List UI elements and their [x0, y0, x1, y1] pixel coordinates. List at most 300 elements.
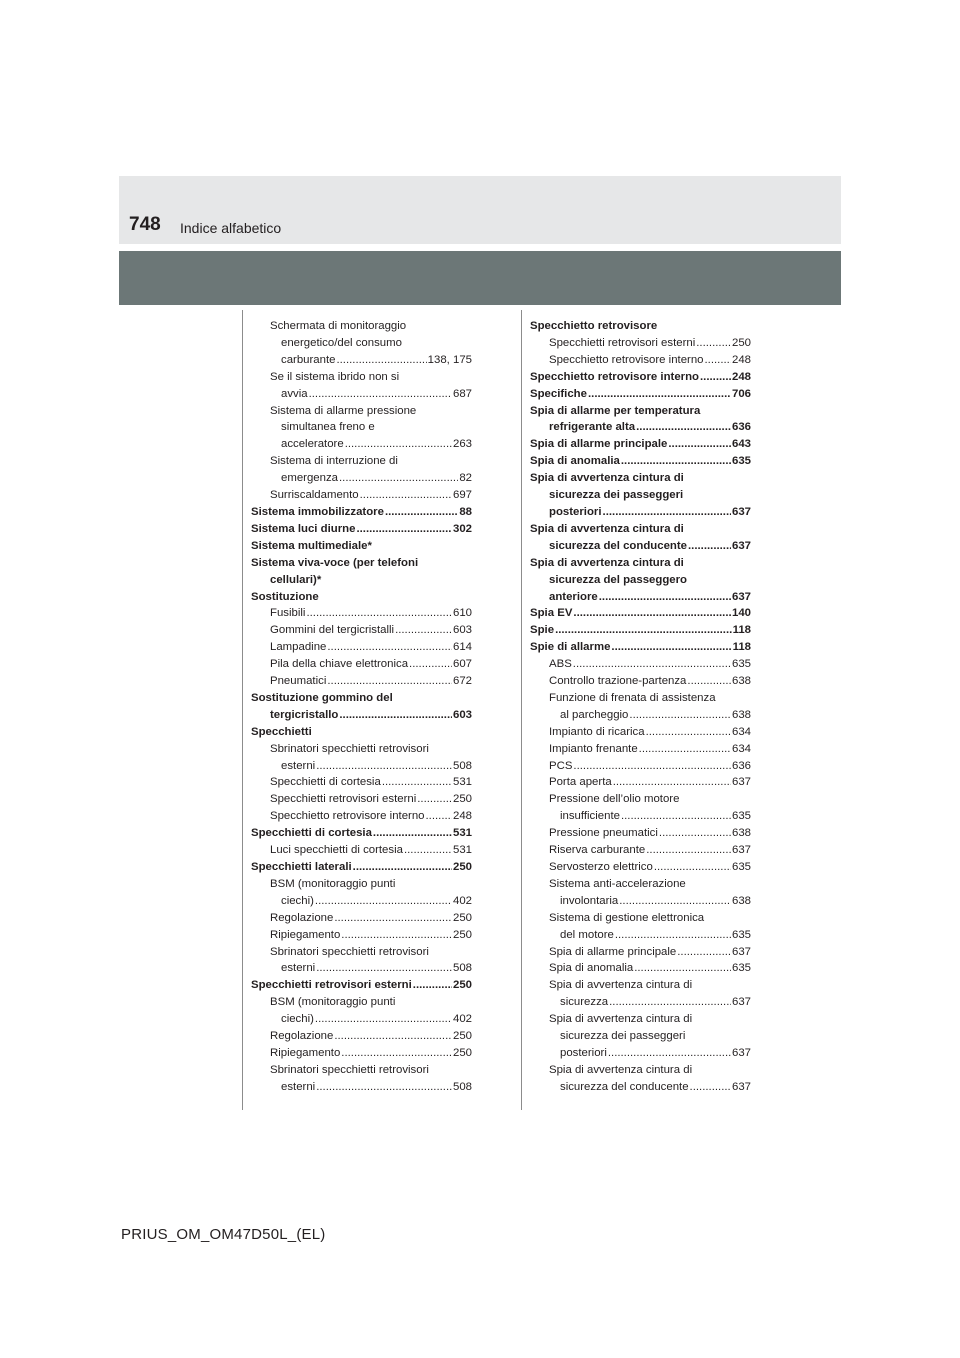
dot-leader: [345, 436, 452, 453]
index-heading: [530, 538, 751, 555]
index-heading: [530, 487, 751, 504]
dot-leader: [603, 504, 731, 521]
index-heading: [530, 453, 751, 470]
index-entry: [530, 1011, 751, 1028]
index-term: sicurezza del passeggero: [549, 573, 688, 586]
index-term: Impianto frenante: [549, 742, 638, 755]
index-term: Sostituzione gommino del: [251, 691, 393, 704]
dot-leader: [316, 758, 452, 775]
page-reference[interactable]: 88: [459, 505, 472, 518]
dot-leader: [621, 808, 731, 825]
index-entry: [530, 724, 751, 741]
index-heading: [530, 605, 751, 622]
index-term: avvia: [281, 387, 308, 400]
index-term: Specchietto retrovisore interno: [530, 370, 700, 383]
index-term: Ripiegamento: [270, 928, 341, 941]
index-heading: [251, 538, 472, 555]
dot-leader: [588, 386, 731, 403]
index-entry: [251, 1079, 472, 1096]
index-entry: [251, 1045, 472, 1062]
index-term: Sbrinatori specchietti retrovisori: [270, 742, 429, 755]
index-term: Impianto di ricarica: [549, 725, 645, 738]
index-term: Specchietti: [251, 725, 312, 738]
index-heading: [530, 521, 751, 538]
index-term: Specchietto retrovisore interno: [549, 353, 704, 366]
index-heading: [530, 504, 751, 521]
page-reference[interactable]: 637: [731, 844, 751, 857]
page-reference[interactable]: 531: [452, 776, 472, 789]
index-term: al parcheggio: [560, 708, 629, 721]
index-term: del motore: [560, 928, 614, 941]
index-term: Specifiche: [530, 387, 587, 400]
page-reference[interactable]: 638: [731, 894, 751, 907]
index-term: Spia di avvertenza cintura di: [549, 979, 693, 992]
index-entry: [530, 1079, 751, 1096]
page-reference[interactable]: 138, 175: [427, 353, 472, 366]
index-entry: [251, 893, 472, 910]
dot-leader: [705, 352, 731, 369]
index-term: Spia di allarme principale: [530, 438, 668, 451]
dot-leader: [316, 1079, 452, 1096]
page-reference[interactable]: 672: [452, 675, 472, 688]
index-heading: [530, 470, 751, 487]
index-heading: [530, 436, 751, 453]
page-reference[interactable]: 697: [452, 489, 472, 502]
index-term: Pila della chiave elettronica: [270, 658, 409, 671]
index-entry: [530, 335, 751, 352]
index-entry: [251, 1062, 472, 1079]
index-entry: [251, 758, 472, 775]
index-column-right: [530, 318, 751, 1096]
dot-leader: [339, 470, 458, 487]
page-reference[interactable]: 248: [731, 370, 751, 383]
footer-code: PRIUS_OM_OM47D50L_(EL): [121, 1226, 326, 1243]
page-reference[interactable]: 637: [731, 1046, 751, 1059]
page-reference[interactable]: 635: [731, 810, 751, 823]
index-term: sicurezza dei passeggeri: [560, 1030, 686, 1043]
index-heading: [251, 859, 472, 876]
dot-leader: [334, 1028, 452, 1045]
index-entry: [530, 842, 751, 859]
dot-leader: [690, 1079, 731, 1096]
page-reference[interactable]: 248: [731, 353, 751, 366]
index-entry: [251, 453, 472, 470]
index-term: Specchietti retrovisori esterni: [270, 793, 417, 806]
index-term: Spie di allarme: [530, 641, 611, 654]
index-term: cellulari)*: [270, 573, 322, 586]
index-entry: [251, 876, 472, 893]
page-reference[interactable]: 402: [452, 894, 472, 907]
dot-leader: [634, 960, 731, 977]
index-entry: [251, 791, 472, 808]
dot-leader: [316, 960, 452, 977]
page-reference[interactable]: 603: [452, 708, 472, 721]
index-heading: [530, 403, 751, 420]
index-term: anteriore: [549, 590, 598, 603]
page-reference[interactable]: 706: [731, 387, 751, 400]
dot-leader: [573, 758, 731, 775]
index-term: Spia di avvertenza cintura di: [530, 472, 684, 485]
index-entry: [530, 352, 751, 369]
page-reference[interactable]: 643: [731, 438, 751, 451]
index-term: ABS: [549, 658, 572, 671]
dot-leader: [573, 656, 731, 673]
index-term: Sistema multimediale*: [251, 539, 372, 552]
dot-leader: [668, 436, 731, 453]
index-entry: [530, 977, 751, 994]
dot-leader: [417, 791, 452, 808]
dot-leader: [315, 1011, 452, 1028]
index-entry: [530, 774, 751, 791]
index-entry: [251, 1011, 472, 1028]
index-heading: [251, 504, 472, 521]
index-term: carburante: [281, 353, 336, 366]
index-entry: [530, 808, 751, 825]
index-term: Spia di avvertenza cintura di: [549, 1013, 693, 1026]
index-entry: [251, 960, 472, 977]
index-entry: [251, 436, 472, 453]
index-term: Luci specchietti di cortesia: [270, 844, 403, 857]
index-term: ciechi): [281, 894, 314, 907]
index-term: Spia di avvertenza cintura di: [549, 1063, 693, 1076]
dot-leader: [639, 741, 731, 758]
index-term: posteriori: [560, 1046, 607, 1059]
index-entry: [251, 656, 472, 673]
index-heading: [251, 825, 472, 842]
page-reference[interactable]: 140: [731, 607, 751, 620]
index-term: Spia di allarme per temperatura: [530, 404, 701, 417]
dot-leader: [677, 944, 731, 961]
index-entry: [530, 927, 751, 944]
index-entry: [251, 487, 472, 504]
index-entry: [251, 741, 472, 758]
index-term: Sistema di gestione elettronica: [549, 911, 705, 924]
index-heading: [251, 521, 472, 538]
page-reference[interactable]: 531: [452, 844, 472, 857]
page-reference[interactable]: 263: [452, 438, 472, 451]
dot-leader: [327, 673, 452, 690]
index-term: Specchietto retrovisore interno: [270, 810, 425, 823]
page-reference[interactable]: 250: [452, 793, 472, 806]
index-term: Spie: [530, 624, 555, 637]
page-reference[interactable]: 638: [731, 708, 751, 721]
dot-leader: [315, 893, 452, 910]
page-reference[interactable]: 637: [731, 776, 751, 789]
index-entry: [251, 335, 472, 352]
index-entry: [251, 622, 472, 639]
dot-leader: [555, 622, 732, 639]
index-term: BSM (monitoraggio punti: [270, 996, 396, 1009]
page-reference[interactable]: 248: [452, 810, 472, 823]
index-heading: [530, 639, 751, 656]
dot-leader: [306, 605, 452, 622]
index-entry: [251, 639, 472, 656]
dot-leader: [309, 386, 452, 403]
index-entry: [251, 369, 472, 386]
index-term: BSM (monitoraggio punti: [270, 877, 396, 890]
dot-leader: [360, 487, 452, 504]
page-reference[interactable]: 118: [732, 641, 751, 654]
index-term: Specchietti laterali: [251, 861, 352, 873]
index-term: Specchietti retrovisori esterni: [251, 979, 412, 992]
page-reference[interactable]: 637: [731, 996, 751, 1009]
dot-leader: [334, 910, 452, 927]
dot-leader: [404, 842, 452, 859]
index-term: Specchietti di cortesia: [270, 776, 381, 789]
index-column-left: [251, 318, 472, 1096]
page-reference[interactable]: 635: [731, 928, 751, 941]
dot-leader: [613, 774, 731, 791]
index-term: Spia di avvertenza cintura di: [530, 522, 684, 535]
index-term: Spia di allarme principale: [549, 945, 677, 958]
index-entry: [530, 1045, 751, 1062]
index-heading: [251, 690, 472, 707]
index-term: sicurezza del conducente: [560, 1080, 689, 1093]
page-reference[interactable]: 302: [452, 522, 472, 535]
index-term: Servosterzo elettrico: [549, 861, 653, 873]
dot-leader: [413, 977, 452, 994]
index-term: Sistema viva-voce (per telefoni: [251, 556, 419, 569]
index-term: Specchietti retrovisori esterni: [549, 336, 696, 349]
dot-leader: [646, 842, 731, 859]
index-entry: [251, 318, 472, 335]
page-reference[interactable]: 250: [452, 928, 472, 941]
index-entry: [530, 876, 751, 893]
page-reference[interactable]: 250: [731, 336, 751, 349]
index-term: Sbrinatori specchietti retrovisori: [270, 1063, 429, 1076]
dot-leader: [426, 808, 452, 825]
index-term: Sistema di allarme pressione: [270, 404, 417, 417]
page-reference[interactable]: 634: [731, 742, 751, 755]
dot-leader: [341, 1045, 452, 1062]
dot-leader: [687, 673, 731, 690]
index-entry: [530, 741, 751, 758]
index-entry: [251, 419, 472, 436]
page-reference[interactable]: 250: [452, 1046, 472, 1059]
index-term: Sistema anti-accelerazione: [549, 877, 686, 890]
dot-leader: [688, 538, 731, 555]
index-term: Spia di anomalia: [530, 455, 620, 468]
index-entry: [251, 1028, 472, 1045]
index-entry: [251, 774, 472, 791]
index-entry: [251, 470, 472, 487]
dot-leader: [629, 707, 731, 724]
page-reference[interactable]: 603: [452, 624, 472, 637]
index-term: Riserva carburante: [549, 844, 646, 857]
dot-leader: [373, 825, 452, 842]
page-reference[interactable]: 637: [731, 539, 751, 552]
index-entry: [530, 1062, 751, 1079]
dot-leader: [382, 774, 452, 791]
index-term: Sbrinatori specchietti retrovisori: [270, 945, 429, 958]
page-reference[interactable]: 635: [731, 962, 751, 975]
index-term: esterni: [281, 1080, 316, 1093]
index-entry: [530, 825, 751, 842]
index-term: Sistema immobilizzatore: [251, 505, 384, 518]
dot-leader: [341, 927, 452, 944]
index-term: simultanea freno e: [281, 421, 375, 434]
index-term: tergicristallo: [270, 708, 339, 721]
index-term: Surriscaldamento: [270, 489, 359, 502]
dot-leader: [409, 656, 452, 673]
page-reference[interactable]: 508: [452, 1080, 472, 1093]
index-term: sicurezza: [560, 996, 609, 1009]
index-entry: [530, 859, 751, 876]
index-term: Spia di anomalia: [549, 962, 634, 975]
index-term: Gommini del tergicristalli: [270, 624, 395, 637]
index-term: Controllo trazione-partenza: [549, 675, 687, 688]
index-entry: [530, 690, 751, 707]
page-reference[interactable]: 635: [731, 861, 751, 873]
dot-leader: [654, 859, 731, 876]
index-heading: [530, 555, 751, 572]
index-entry: [251, 910, 472, 927]
dot-leader: [336, 352, 426, 369]
index-entry: [530, 758, 751, 775]
index-heading: [251, 707, 472, 724]
index-entry: [530, 893, 751, 910]
index-entry: [530, 910, 751, 927]
index-entry: [251, 403, 472, 420]
index-term: posteriori: [549, 505, 602, 518]
index-term: Ripiegamento: [270, 1046, 341, 1059]
dot-leader: [619, 893, 731, 910]
index-entry: [251, 944, 472, 961]
page-reference[interactable]: 634: [731, 725, 751, 738]
index-entry: [251, 927, 472, 944]
index-heading: [251, 555, 472, 572]
page-number: 748: [129, 214, 161, 235]
dot-leader: [327, 639, 452, 656]
page-reference[interactable]: 250: [452, 1030, 472, 1043]
index-term: Spia di avvertenza cintura di: [530, 556, 684, 569]
index-entry: [251, 808, 472, 825]
index-term: involontaria: [560, 894, 619, 907]
index-entry: [251, 386, 472, 403]
index-heading: [530, 318, 751, 335]
index-entry: [251, 842, 472, 859]
index-entry: [530, 673, 751, 690]
index-heading: [530, 419, 751, 436]
index-term: acceleratore: [281, 438, 344, 451]
index-term: esterni: [281, 962, 316, 975]
dot-leader: [599, 589, 731, 606]
section-title: Indice alfabetico: [180, 220, 282, 236]
dot-leader: [696, 335, 731, 352]
index-term: sicurezza del conducente: [549, 539, 687, 552]
page-reference[interactable]: 531: [452, 827, 472, 840]
index-term: Sistema di interruzione di: [270, 455, 398, 468]
dot-leader: [646, 724, 731, 741]
index-term: ciechi): [281, 1013, 314, 1026]
index-entry: [530, 707, 751, 724]
index-term: energetico/del consumo: [281, 336, 402, 349]
index-entry: [530, 960, 751, 977]
index-heading: [530, 572, 751, 589]
index-entry: [251, 605, 472, 622]
index-heading: [251, 572, 472, 589]
page-reference[interactable]: 614: [452, 641, 472, 654]
dot-leader: [353, 859, 452, 876]
index-entry: [251, 994, 472, 1011]
page-reference[interactable]: 687: [452, 387, 472, 400]
page-reference[interactable]: 637: [731, 590, 751, 603]
index-term: Funzione di frenata di assistenza: [549, 691, 716, 704]
index-term: Pressione dell’olio motore: [549, 793, 680, 806]
dot-leader: [659, 825, 731, 842]
page-reference[interactable]: 637: [731, 945, 751, 958]
index-term: Fusibili: [270, 607, 306, 620]
index-term: Specchietto retrovisore: [530, 320, 658, 332]
right-column-rule: [521, 310, 522, 1110]
page-reference[interactable]: 250: [452, 861, 472, 873]
page-reference[interactable]: 508: [452, 962, 472, 975]
dot-leader: [636, 419, 731, 436]
dot-leader: [608, 1045, 731, 1062]
dot-leader: [700, 369, 731, 386]
dot-leader: [621, 453, 731, 470]
dot-leader: [611, 639, 731, 656]
index-term: Se il sistema ibrido non si: [270, 370, 400, 383]
page-reference[interactable]: 250: [452, 911, 472, 924]
page-reference[interactable]: 118: [732, 624, 751, 637]
page-reference[interactable]: 607: [452, 658, 472, 671]
index-term: Specchietti di cortesia: [251, 827, 372, 840]
index-term: Regolazione: [270, 911, 334, 924]
index-term: insufficiente: [560, 810, 620, 823]
index-term: Schermata di monitoraggio: [270, 320, 407, 332]
header-bar: [119, 251, 841, 305]
index-heading: [530, 386, 751, 403]
index-term: Porta aperta: [549, 776, 612, 789]
dot-leader: [356, 521, 452, 538]
index-term: Lampadine: [270, 641, 327, 654]
index-heading: [530, 622, 751, 639]
page-reference[interactable]: 250: [452, 979, 472, 992]
index-term: Pressione pneumatici: [549, 827, 658, 840]
index-term: Spia EV: [530, 607, 573, 620]
page-reference[interactable]: 637: [731, 1080, 751, 1093]
page-reference[interactable]: 635: [731, 455, 751, 468]
index-term: sicurezza dei passeggeri: [549, 489, 684, 502]
page-reference[interactable]: 402: [452, 1013, 472, 1026]
page-reference[interactable]: 610: [452, 607, 472, 620]
dot-leader: [339, 707, 452, 724]
page-reference[interactable]: 636: [731, 759, 751, 772]
page-reference[interactable]: 636: [731, 421, 751, 434]
dot-leader: [395, 622, 452, 639]
page-reference[interactable]: 638: [731, 827, 751, 840]
index-term: PCS: [549, 759, 573, 772]
page-reference[interactable]: 82: [459, 472, 472, 485]
index-entry: [530, 1028, 751, 1045]
index-term: Sistema luci diurne: [251, 522, 356, 535]
page-reference[interactable]: 508: [452, 759, 472, 772]
index-term: esterni: [281, 759, 316, 772]
index-entry: [530, 791, 751, 808]
index-heading: [251, 724, 472, 741]
index-entry: [530, 944, 751, 961]
index-term: refrigerante alta: [549, 421, 636, 434]
page-reference[interactable]: 635: [731, 658, 751, 671]
dot-leader: [385, 504, 458, 521]
index-term: emergenza: [281, 472, 338, 485]
index-heading: [251, 977, 472, 994]
page-reference[interactable]: 638: [731, 675, 751, 688]
page-reference[interactable]: 637: [731, 505, 751, 518]
index-heading: [530, 369, 751, 386]
index-term: Sostituzione: [251, 590, 319, 603]
